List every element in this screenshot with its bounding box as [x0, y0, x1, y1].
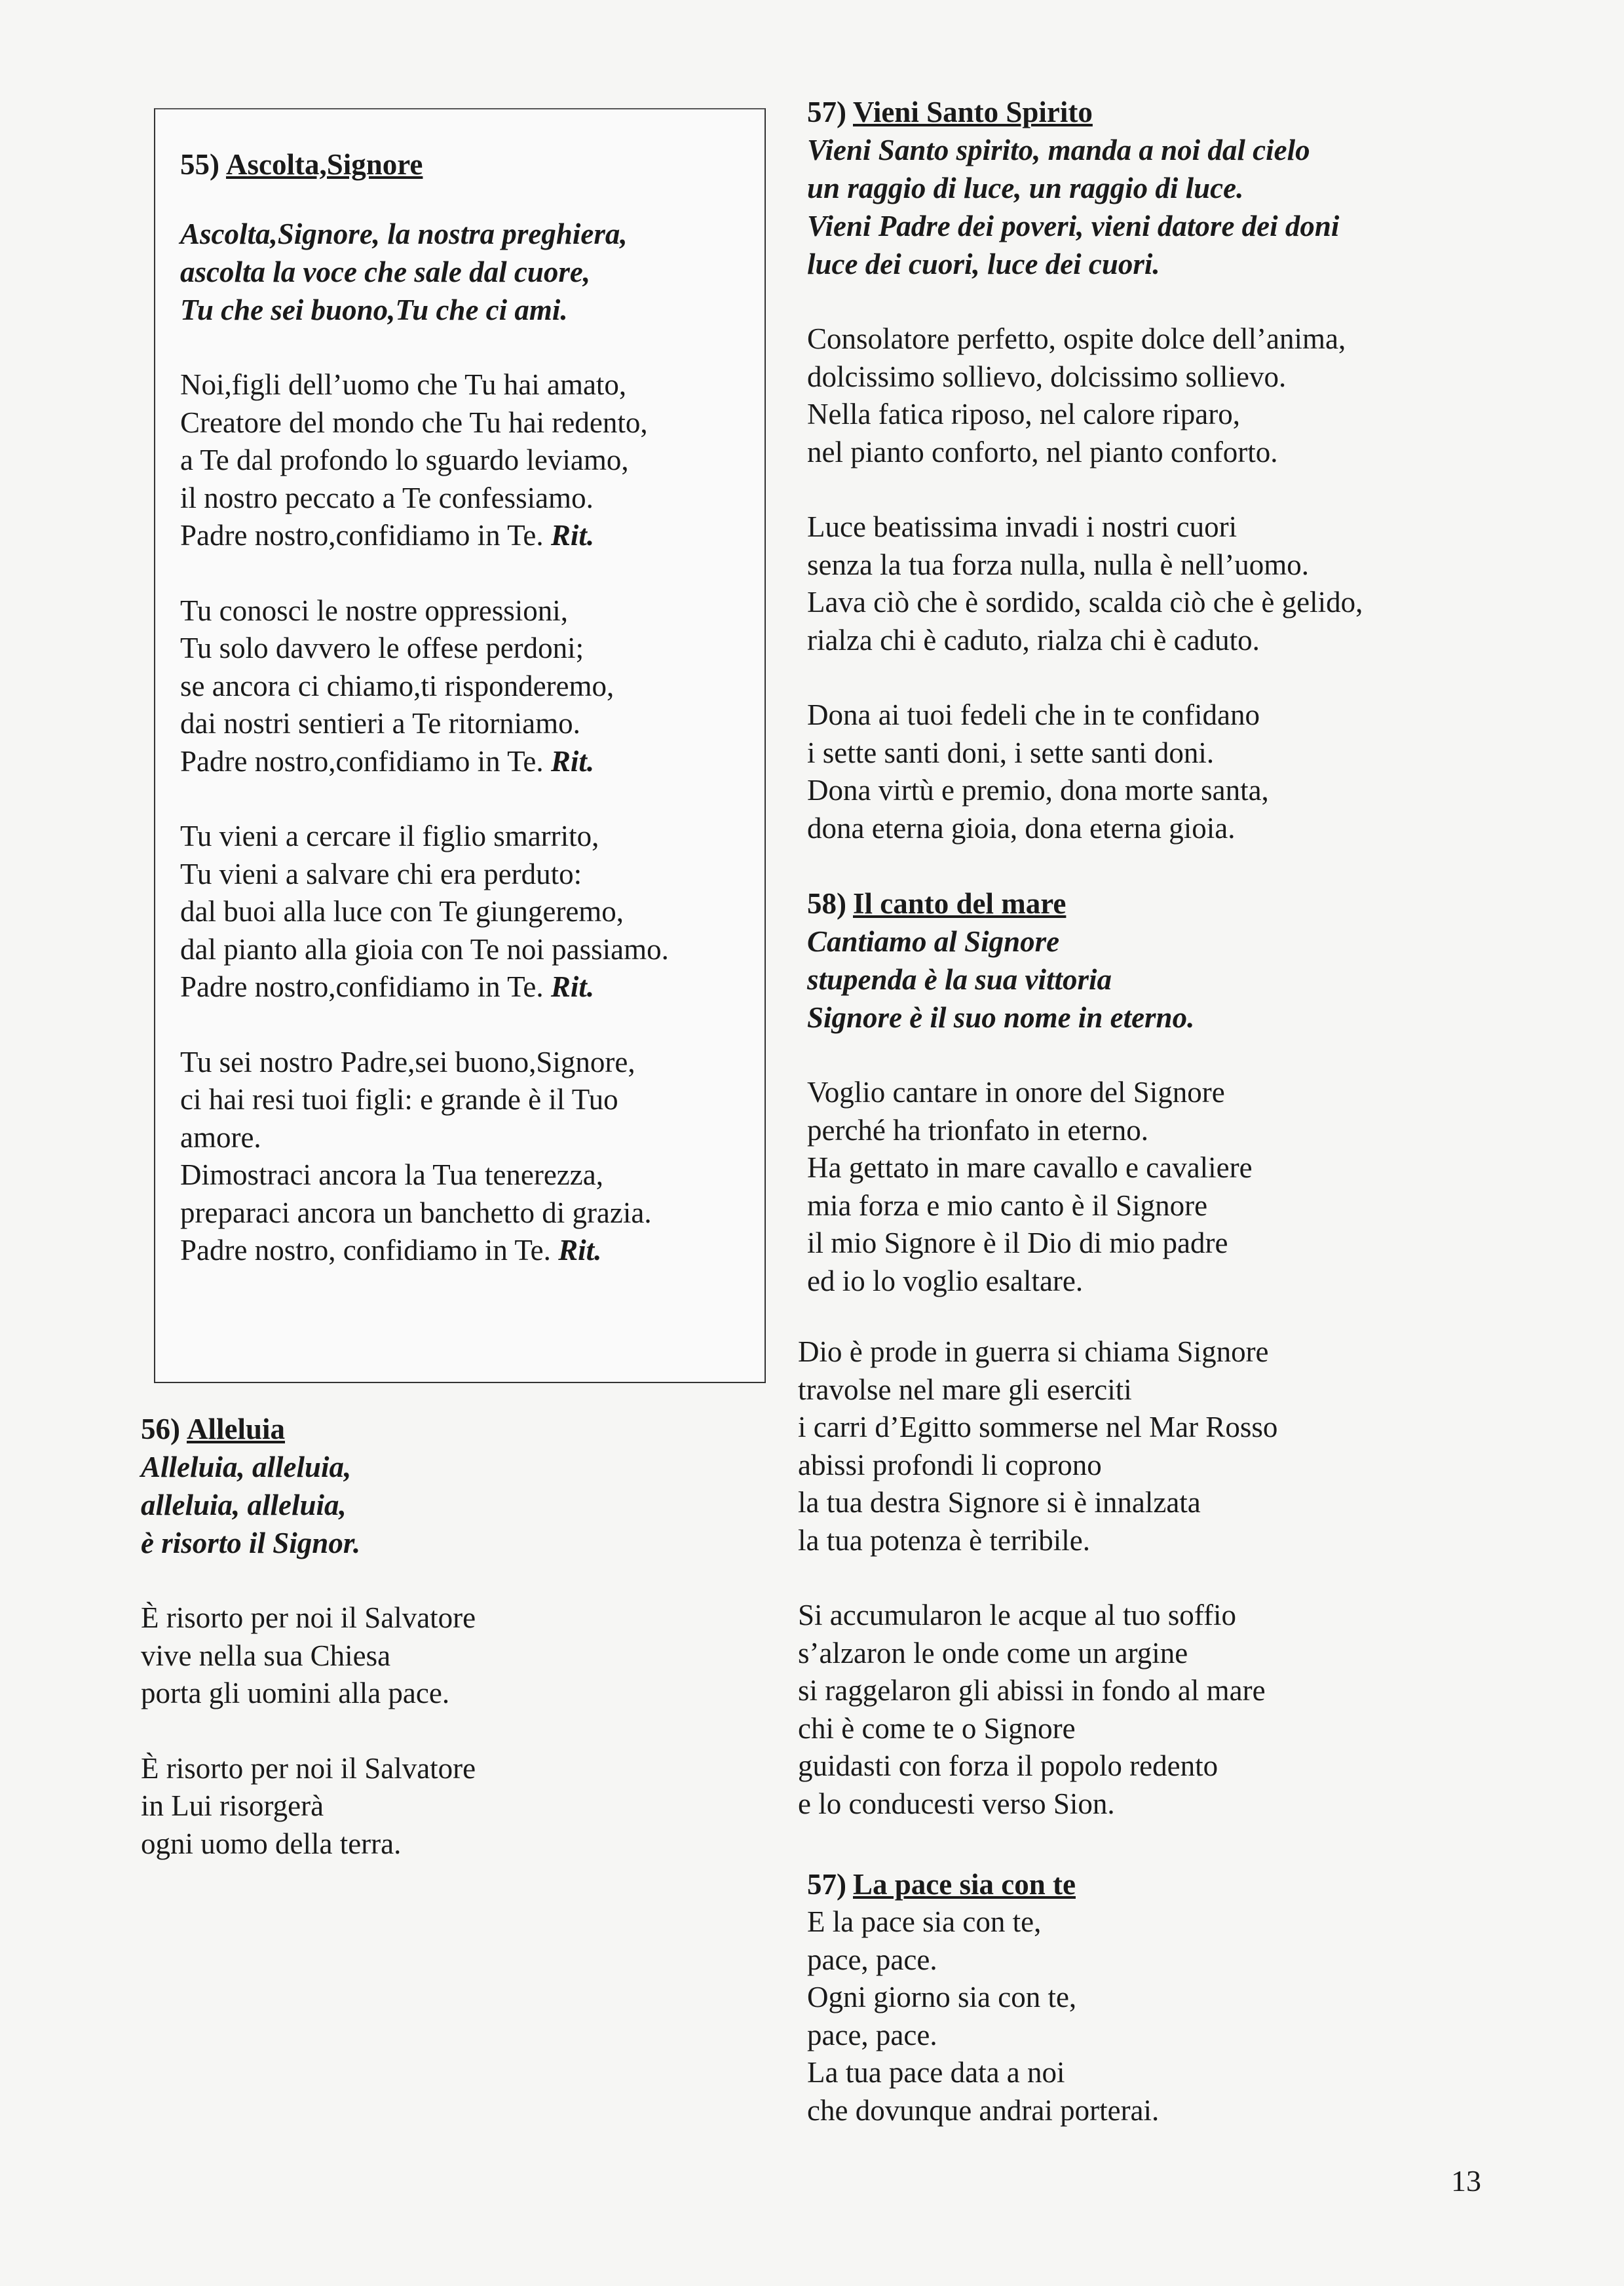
song-title [807, 93, 1495, 131]
refrain-marker: Rit. [550, 519, 595, 552]
song-number: 56) [141, 1413, 180, 1445]
stanza-text: Tu vieni a cercare il figlio smarrito, Tu vieni a salvare chi era perduto: dal buoi alla luce con Te giungeremo, dal pianto alla gioia con Te noi passiamo. Padre nostro,confidiamo in Te. [180, 820, 669, 1003]
stanza: Voglio cantare in onore del Signore perché ha trionfato in eterno. Ha gettato in mare cavallo e cavaliere mia forza e mio canto è il Signore il mio Signore è il Dio di mio padre ed io lo voglio esaltare. [807, 1076, 1253, 1297]
song-title [141, 1410, 763, 1448]
stanza: È risorto per noi il Salvatore in Lui risorgerà ogni uomo della terra. [141, 1751, 476, 1860]
stanza: È risorto per noi il Salvatore vive nella sua Chiesa porta gli uomini alla pace. [141, 1601, 476, 1709]
song-57-vieni-santo-spirito [807, 93, 1495, 847]
song-number: 58) [807, 887, 846, 920]
song-title-text: Il canto del mare [853, 887, 1067, 920]
stanza: Dona ai tuoi fedeli che in te confidano i sette santi doni, i sette santi doni. Dona virtù e premio, dona morte santa, dona eterna gioia, dona eterna gioia. [807, 698, 1269, 845]
stanza [180, 592, 757, 781]
song-number: 55) [180, 148, 219, 181]
page-number: 13 [1451, 2164, 1481, 2198]
stanza: Dio è prode in guerra si chiama Signore travolse nel mare gli eserciti i carri d’Egitto sommerse nel Mar Rosso abissi profondi li coprono la tua destra Signore si è innalzata la tua potenza è terribile. [798, 1335, 1278, 1557]
refrain-marker: Rit. [558, 1234, 602, 1267]
song-title-text: Alleluia [187, 1413, 286, 1445]
stanza-text: Tu conosci le nostre oppressioni, Tu solo davvero le offese perdoni; se ancora ci chiamo,ti risponderemo, dai nostri sentieri a Te ritorniamo. Padre nostro,confidiamo in Te. [180, 594, 614, 778]
song-refrain: Vieni Santo spirito, manda a noi dal cielo un raggio di luce, un raggio di luce. Vieni Padre dei poveri, vieni datore dei doni luce dei cuori, luce dei cuori. [807, 134, 1340, 280]
song-56 [141, 1410, 763, 1863]
song-58 [807, 885, 1495, 1300]
song-refrain: Ascolta,Signore, la nostra preghiera, ascolta la voce che sale dal cuore, Tu che sei buono,Tu che ci ami. [180, 218, 628, 326]
stanza-text: Tu sei nostro Padre,sei buono,Signore, ci hai resi tuoi figli: e grande è il Tuo amore. Dimostraci ancora la Tua tenerezza, preparaci ancora un banchetto di grazia. Padre nostro, confidiamo in Te. [180, 1045, 652, 1267]
song-title [180, 145, 757, 183]
song-refrain: Cantiamo al Signore stupenda è la sua vittoria Signore è il suo nome in eterno. [807, 925, 1195, 1034]
stanza [180, 1044, 757, 1270]
song-number: 57) [807, 96, 846, 128]
stanza: Si accumularon le acque al tuo soffio s’alzaron le onde come un argine si raggelaron gli abissi in fondo al mare chi è come te o Signore guidasti con forza il popolo redento e lo conducesti verso Sion. [798, 1599, 1266, 1820]
song-title [807, 885, 1495, 923]
stanza: E la pace sia con te, pace, pace. Ogni giorno sia con te, pace, pace. La tua pace data a noi che dovunque andrai porterai. [807, 1905, 1160, 2127]
song-title-text: La pace sia con te [853, 1868, 1076, 1901]
song-55 [180, 145, 757, 1270]
stanza-text: Noi,figli dell’uomo che Tu hai amato, Creatore del mondo che Tu hai redento, a Te dal profondo lo sguardo leviamo, il nostro peccato a Te confessiamo. Padre nostro,confidiamo in Te. [180, 368, 648, 552]
song-title-text: Ascolta,Signore [226, 148, 423, 181]
song-58-continued [798, 1333, 1492, 1823]
song-number: 57) [807, 1868, 846, 1901]
song-57-la-pace-sia-con-te [807, 1865, 1495, 2129]
song-refrain: Alleluia, alleluia, alleluia, alleluia, è risorto il Signor. [141, 1451, 361, 1559]
stanza [180, 818, 757, 1006]
song-title-text: Vieni Santo Spirito [853, 96, 1093, 128]
stanza: Consolatore perfetto, ospite dolce dell’anima, dolcissimo sollievo, dolcissimo sollievo. Nella fatica riposo, nel calore riparo, nel pianto conforto, nel pianto conforto. [807, 322, 1346, 468]
stanza: Luce beatissima invadi i nostri cuori senza la tua forza nulla, nulla è nell’uomo. Lava ciò che è sordido, scalda ciò che è gelido, rialza chi è caduto, rialza chi è caduto. [807, 510, 1363, 657]
stanza [180, 366, 757, 555]
refrain-marker: Rit. [550, 744, 595, 778]
refrain-marker: Rit. [550, 970, 595, 1003]
song-title [807, 1865, 1495, 1903]
